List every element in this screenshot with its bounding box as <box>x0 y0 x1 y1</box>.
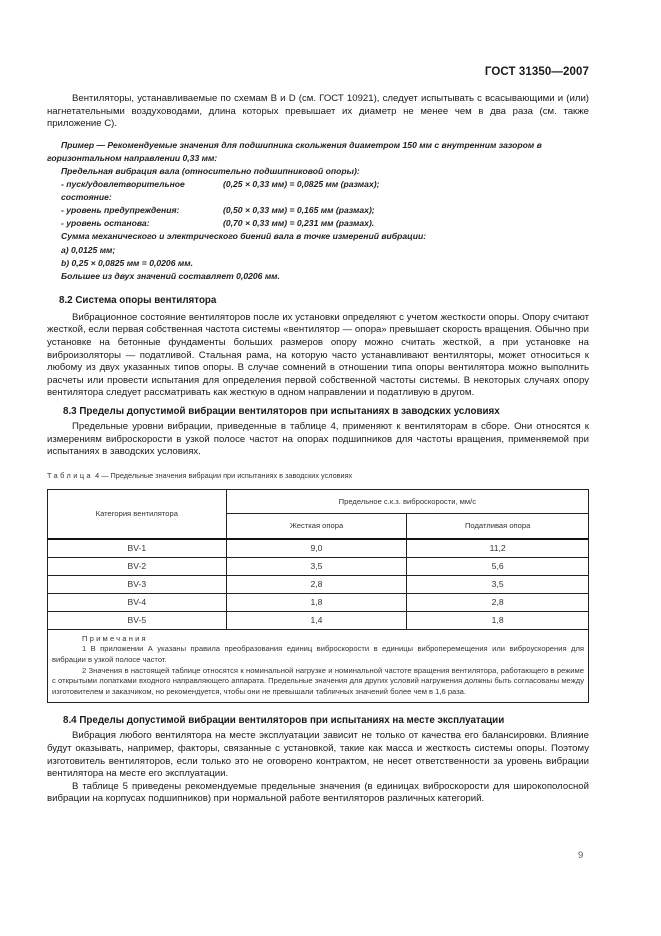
section-8-2-heading: 8.2 Система опоры вентилятора <box>59 294 217 306</box>
example-conclusion: Большее из двух значений составляет 0,0206 мм. <box>61 270 280 281</box>
cell-category: BV-2 <box>48 557 227 575</box>
table-notes <box>48 629 589 703</box>
section-8-4-text-1: Вибрация любого вентилятора на месте эксплуатации зависит не только от качества его балансировки. Влияние будут оказывать, например, факторы, связанные с установкой, такие как масса и жесткость системы опоры. Поэтому изготовитель вентиляторов, если только это не оговорено контрактом, не несет ответственности за уровень вибрации вентилятора на месте его эксплуатации. <box>47 730 589 780</box>
cell-flexible: 3,5 <box>407 575 589 593</box>
cell-category: BV-1 <box>48 539 227 558</box>
example-sum-title: Сумма механического и электрического биений вала в точке измерений вибрации: <box>61 231 427 242</box>
example-block <box>47 139 589 283</box>
table-header-row <box>48 489 589 513</box>
cell-flexible: 2,8 <box>407 593 589 611</box>
example-subtitle: Предельная вибрация вала (относительно подшипниковой опоры): <box>61 165 360 176</box>
header-flexible: Податливая опора <box>407 513 589 539</box>
section-8-3-text: Предельные уровни вибрации, приведенные в таблице 4, применяют к вентиляторам в сборе. Они относятся к измерениям виброскорости в узкой полосе частот на опорах подшипников для частоты вращения, применяемой при испытаниях в заводских условиях. <box>47 420 589 458</box>
table-row <box>48 611 589 629</box>
notes-title: Примечания <box>82 633 148 643</box>
cell-rigid: 2,8 <box>226 575 407 593</box>
table-caption-word: Таблица <box>47 470 94 480</box>
note-1: 1 В приложении А указаны правила преобразования единиц виброскорости в единицы виброперемещения или виброускорения для вибрации в узкой полосе частот. <box>52 644 584 664</box>
table-notes-row <box>48 629 589 703</box>
table-row <box>48 557 589 575</box>
level-value: (0,50 × 0,33 мм) = 0,165 мм (размах); <box>223 205 375 216</box>
cell-rigid: 1,8 <box>226 593 407 611</box>
section-8-4-text-2: В таблице 5 приведены рекомендуемые предельные значения (в единицах виброскорости для широкополосной вибрации на корпусах подшипников) при нормальной работе вентиляторов различных категорий. <box>47 780 589 805</box>
cell-category: BV-4 <box>48 593 227 611</box>
cell-category: BV-3 <box>48 575 227 593</box>
header-group: Предельное с.к.з. виброскорости, мм/с <box>226 489 588 513</box>
example-level-warning <box>47 204 589 217</box>
table-row <box>48 593 589 611</box>
level-value: (0,70 × 0,33 мм) = 0,231 мм (размах). <box>223 218 375 229</box>
cell-flexible: 5,6 <box>407 557 589 575</box>
example-level-stop <box>47 217 589 230</box>
cell-rigid: 1,4 <box>226 611 407 629</box>
section-8-4-heading: 8.4 Пределы допустимой вибрации вентиляторов при испытаниях на месте эксплуатации <box>63 715 505 727</box>
example-level-start <box>47 178 589 204</box>
cell-flexible: 11,2 <box>407 539 589 558</box>
header-category: Категория вентилятора <box>48 489 227 539</box>
example-option-a: a) 0,0125 мм; <box>61 244 116 255</box>
table-4 <box>47 489 589 704</box>
cell-flexible: 1,8 <box>407 611 589 629</box>
note-2: 2 Значения в настоящей таблице относятся к номинальной нагрузке и номинальной частоте вращения вентилятора, работающего в режиме с открытыми лопатками входного направляющего аппарата. Предельные значения для других условий нагружения должны быть согласованы между изготовителем и заказчиком, но рекомендуется, чтобы они не превышали табличных значений более чем в 1,6 раза. <box>52 665 584 696</box>
table-row <box>48 539 589 558</box>
header-rigid: Жесткая опора <box>226 513 407 539</box>
section-8-3-heading: 8.3 Пределы допустимой вибрации вентиляторов при испытаниях в заводских условиях <box>63 405 500 417</box>
intro-paragraph: Вентиляторы, устанавливаемые по схемам В и D (см. ГОСТ 10921), следует испытывать с всасывающими и (или) нагнетательными воздуховодами, длина которых превышает их диаметр не менее чем в два раза (см. также приложение С). <box>47 93 589 130</box>
page-number: 9 <box>578 850 584 861</box>
cell-category: BV-5 <box>48 611 227 629</box>
table-row <box>48 575 589 593</box>
example-title: Пример — Рекомендуемые значения для подшипника скольжения диаметром 150 мм с внутренним зазором в горизонтальном направлении 0,33 мм: <box>47 139 542 163</box>
section-8-2-text: Вибрационное состояние вентиляторов после их установки определяют с учетом жесткости опоры. Опору считают жесткой, если первая собственная частота системы «вентилятор — опора» превышает скорость вращения. Обычно при установке на бетонные фундаменты больших размеров опору можно считать жесткой, а при установке на виброизоляторы — податливой. Стальная рама, на которую часто устанавливают вентиляторы, может относиться к любому из двух указанных типов опоры. В случае сомнений в отношении типа опоры вентилятора можно выполнить расчеты или провести испытания для определения первой собственной частоты системы. В некоторых случаях опору вентилятора следует рассматривать как жесткую в одном направлении и податливую в другом. <box>47 311 589 399</box>
document-code-header: ГОСТ 31350—2007 <box>484 66 589 78</box>
cell-rigid: 9,0 <box>226 539 407 558</box>
level-label: - уровень предупреждения: <box>61 205 180 216</box>
level-value: (0,25 × 0,33 мм) = 0,0825 мм (размах); <box>223 179 380 190</box>
cell-rigid: 3,5 <box>226 557 407 575</box>
level-label: - уровень останова: <box>61 218 150 229</box>
example-option-b: b) 0,25 × 0,0825 мм = 0,0206 мм. <box>61 257 193 268</box>
page-content <box>47 93 589 806</box>
table-4-caption <box>47 471 589 480</box>
level-label: - пуск/удовлетворительное состояние: <box>61 179 185 203</box>
table-caption-text: 4 — Предельные значения вибрации при испытаниях в заводских условиях <box>93 470 353 480</box>
